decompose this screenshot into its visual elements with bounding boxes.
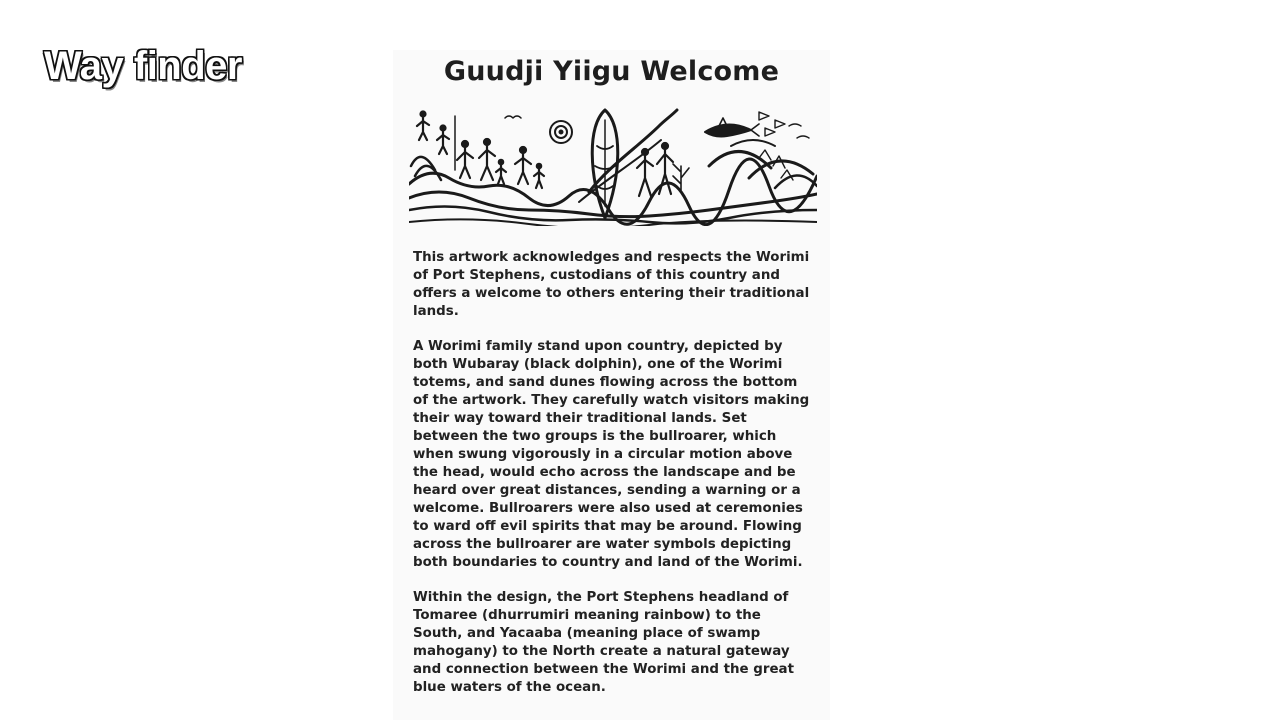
paragraph-design-gateway: Within the design, the Port Stephens headland of Tomaree (dhurrumiri meaning rainbow) to the South, and Yacaaba (meaning place of swamp mahogany) to the North create a natural gateway and connection between the Worimi and the great blue waters of the ocean. [413,590,794,695]
panel-heading: Guudji Yiigu Welcome [443,56,780,87]
description-text [413,249,813,714]
welcome-panel [393,50,830,720]
paragraph-artwork-description: A Worimi family stand upon country, depicted by both Wubaray (black dolphin), one of the Worimi totems, and sand dunes flowing across the bottom of the artwork. They carefully watch visitors making their way toward their traditional lands. Set between the two groups is the bullroarer, which when swung vigorously in a circular motion above the head, would echo across the landscape and be heard over great distances, sending a warning or a welcome. Bullroarers were also used at ceremonies to ward off evil spirits that may be around. Flowing across the bullroarer are water symbols depicting both boundaries to country and land of the Worimi. [413,339,810,570]
aboriginal-artwork-illustration [409,106,817,226]
slide-title: Way finder [44,44,242,88]
paragraph-acknowledgement: This artwork acknowledges and respects the Worimi of Port Stephens, custodians of this country and offers a welcome to others entering their traditional lands. [413,250,810,319]
